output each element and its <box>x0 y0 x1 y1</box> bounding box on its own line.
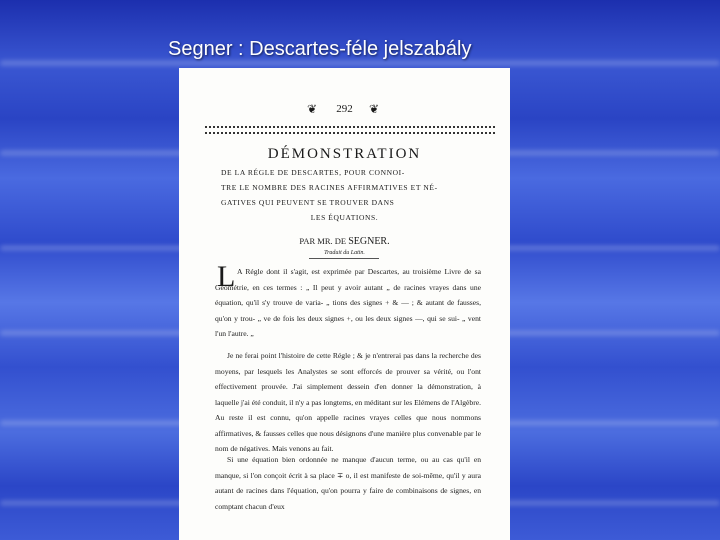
slide-title: Segner : Descartes-féle jelszabály <box>168 38 472 60</box>
ornament-icon: ❦ <box>307 102 318 116</box>
paragraph-1: A Régle dont il s'agit, est exprimée par Descartes, au troisième Livre de sa Géométrie, en ces termes : „ Il peut y avoir autant „ de racines vrayes dans une équation, qu'il s'y trouve de varia- „ tions des signes + & — ; & autant de fausses, qu'on y trou- „ ve de fois les deux signes +, ou les deux signes —, qui se sui- „ vent l'un l'autre. „ <box>215 267 481 338</box>
translation-note: Traduit du Latin. <box>324 250 365 256</box>
author-name: SEGNER. <box>348 236 390 247</box>
page-number: 292 <box>336 103 353 115</box>
ornament-icon: ❦ <box>369 102 380 116</box>
drop-cap: L <box>217 260 236 293</box>
author-line <box>179 236 510 247</box>
paragraph-2: Je ne ferai point l'histoire de cette Régle ; & je n'entrerai pas dans la recherche des moyens, par lesquels les Analystes se sont efforcés de prouver sa vérité, ou l'ont effectivement prouvée. J'ai simplement dessein d'en donner la démonstration, à laquelle j'ai été conduit, il n'y a pas longtems, en méditant sur les Elémens de l'Algèbre. Au reste il est connu, qu'on appelle racines vrayes celles que nous nommons affirmatives, & fausses celles que nous désignons d'une manière plus convenable par le nom de négatives. Mais venons au fait. <box>215 351 481 452</box>
subtitle-line: DE LA RÉGLE DE DESCARTES, POUR CONNOI- <box>221 168 405 177</box>
subtitle-line: GATIVES QUI PEUVENT SE TROUVER DANS <box>221 198 395 207</box>
ornamental-border <box>205 126 495 134</box>
document-title: DÉMONSTRATION <box>267 146 422 162</box>
subtitle-line: TRE LE NOMBRE DES RACINES AFFIRMATIVES ET NÉ- <box>221 183 438 192</box>
divider <box>309 258 379 259</box>
paragraph-3: Si une équation bien ordonnée ne manque d'aucun terme, ou au cas qu'il en manque, si l'on conçoit écrit à sa place ∓ o, il est manifeste de soi-même, qu'il y aura autant de racines dans l'équation, qu'on pourra y faire de combinaisons de signes, en comptant chacun d'eux <box>215 455 481 511</box>
scanned-page <box>179 68 510 540</box>
subtitle-line: LES ÉQUATIONS. <box>310 213 379 222</box>
author-prefix: PAR MR. DE <box>299 236 347 246</box>
